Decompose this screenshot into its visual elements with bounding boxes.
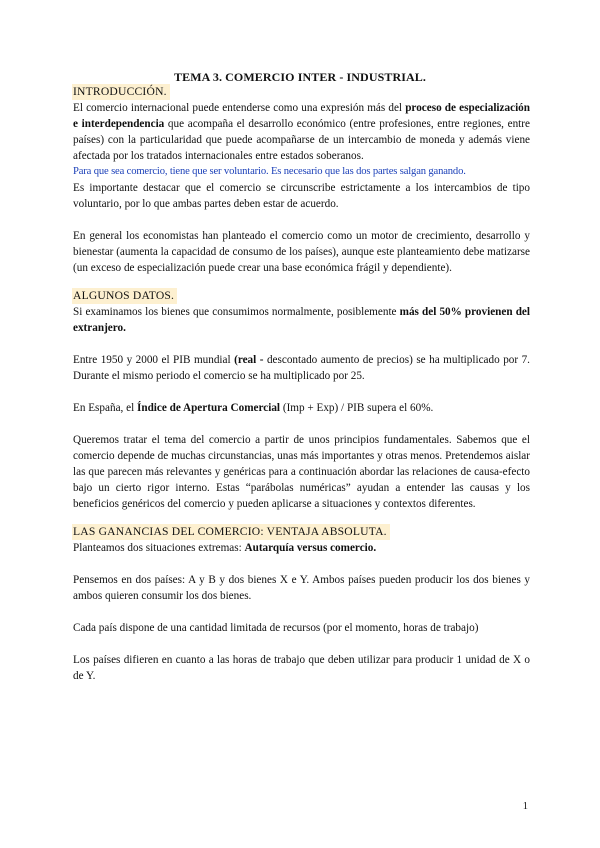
section-heading-ganancias: LAS GANANCIAS DEL COMERCIO: VENTAJA ABSOLUTA.: [72, 524, 390, 540]
datos-paragraph-2: [73, 352, 530, 384]
datos-p3-text-a: En España, el: [73, 402, 137, 414]
ganancias-paragraph-4: Los países difieren en cuanto a las horas de trabajo que deben utilizar para producir 1 unidad de X o de Y.: [73, 654, 530, 682]
intro-p1-text-a: El comercio internacional puede entenderse como una expresión más del: [73, 102, 406, 114]
ganancias-paragraph-1: [73, 540, 530, 556]
document-body: [73, 84, 530, 684]
intro-blue-note: Para que sea comercio, tiene que ser voluntario. Es necesario que las dos partes salgan ganando.: [73, 166, 466, 177]
datos-p3-text-c: (Imp + Exp) / PIB supera el 60%.: [280, 402, 434, 414]
ganancias-p1-bold: Autarquía versus comercio.: [244, 542, 377, 554]
datos-p3-bold: Índice de Apertura Comercial: [137, 402, 281, 414]
section-heading-introduccion: INTRODUCCIÓN.: [72, 84, 170, 100]
document-title: TEMA 3. COMERCIO INTER - INDUSTRIAL.: [174, 70, 426, 84]
intro-p1-text-c: que acompaña el desarrollo económico (entre profesiones, entre regiones, entre países) con la particularidad que puede acompañarse de un intercambio de moneda y además viene afectada por los tratados internacionales entre estados soberanos.: [73, 118, 530, 162]
intro-paragraph-2: Es importante destacar que el comercio se circunscribe estrictamente a los intercambios de tipo voluntario, por lo que ambas partes deben estar de acuerdo.: [73, 182, 530, 210]
datos-p2-text-c: descontado aumento de precios) se ha multiplicado por 7. Durante el mismo periodo el comercio se ha multiplicado por 25.: [73, 354, 530, 382]
datos-paragraph-1: [73, 304, 530, 336]
datos-paragraph-4: Queremos tratar el tema del comercio a partir de unos principios fundamentales. Sabemos que el comercio depende de muchas circunstancias, unas más importantes y otras menos. Pretendemos aislar las que parecen más relevantes y genéricas para a continuación abordar las relaciones de causa-efecto bajo un cierto rigor interno. Estas “parábolas numéricas” ayudan a entender las causas y los beneficios genéricos del comercio y pueden aplicarse a situaciones y contextos diferentes.: [73, 434, 530, 510]
ganancias-p1-text-a: Planteamos dos situaciones extremas:: [73, 542, 245, 554]
section-heading-algunos-datos: ALGUNOS DATOS.: [72, 288, 177, 304]
intro-p1-bold: proceso de especialización e interdependencia: [73, 102, 530, 130]
ganancias-paragraph-2: Pensemos en dos países: A y B y dos bienes X e Y. Ambos países pueden producir los dos bienes y ambos quieren consumir los dos bienes.: [73, 574, 530, 602]
datos-p1-bold: más del 50% provienen del extranjero.: [73, 306, 530, 334]
datos-p2-bold: (real -: [234, 354, 264, 366]
datos-p2-text-a: Entre 1950 y 2000 el PIB mundial: [73, 354, 235, 366]
datos-paragraph-3: [73, 400, 530, 416]
intro-paragraph-1: [73, 100, 530, 164]
datos-p1-text-a: Si examinamos los bienes que consumimos normalmente, posiblemente: [73, 306, 400, 318]
intro-paragraph-3: En general los economistas han planteado el comercio como un motor de crecimiento, desarrollo y bienestar (aumenta la capacidad de consumo de los países), aunque este planteamiento debe matizarse (un exceso de especialización puede crear una base económica frágil y dependiente).: [73, 230, 530, 274]
page-number: 1: [522, 801, 528, 812]
ganancias-paragraph-3: Cada país dispone de una cantidad limitada de recursos (por el momento, horas de trabajo): [73, 622, 479, 634]
